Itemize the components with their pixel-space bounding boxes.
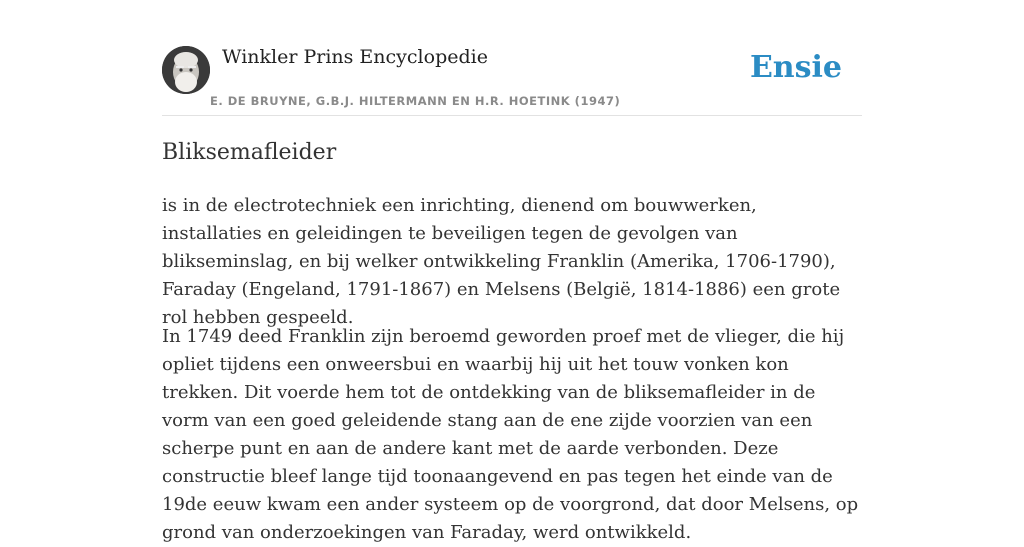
publication-title[interactable]: Winkler Prins Encyclopedie bbox=[222, 46, 488, 68]
brand-logo-link[interactable]: Ensie bbox=[749, 50, 842, 85]
author-portrait-icon bbox=[162, 46, 210, 94]
publication-header bbox=[162, 0, 862, 116]
article-title: Bliksemafleider bbox=[162, 140, 337, 165]
publication-authors: E. DE BRUYNE, G.B.J. HILTERMANN EN H.R. HOETINK (1947) bbox=[210, 94, 621, 108]
author-portrait-avatar bbox=[162, 46, 210, 94]
page-content bbox=[162, 0, 862, 543]
article-paragraph: In 1749 deed Franklin zijn beroemd geworden proef met de vlieger, die hij opliet tijdens een onweersbui en waarbij hij uit het touw vonken kon trekken. Dit voerde hem tot de ontdekking van de bliksemafleider in de vorm van een goed geleidende stang aan de ene zijde voorzien van een scherpe punt en aan de andere kant met de aarde verbonden. Deze constructie bleef lange tijd toonaangevend en pas tegen het einde van de 19de eeuw kwam een ander systeem op de voorgrond, dat door Melsens, op grond van onderzoekingen van Faraday, werd ontwikkeld. bbox=[162, 326, 859, 543]
article-paragraph: is in de electrotechniek een inrichting, dienend om bouwwerken, installaties en geleidingen te beveiligen tegen de gevolgen van blikseminslag, en bij welker ontwikkeling Franklin (Amerika, 1706-1790), Faraday (Engeland, 1791-1867) en Melsens (België, 1814-1886) een grote rol hebben gespeeld. bbox=[162, 195, 841, 328]
